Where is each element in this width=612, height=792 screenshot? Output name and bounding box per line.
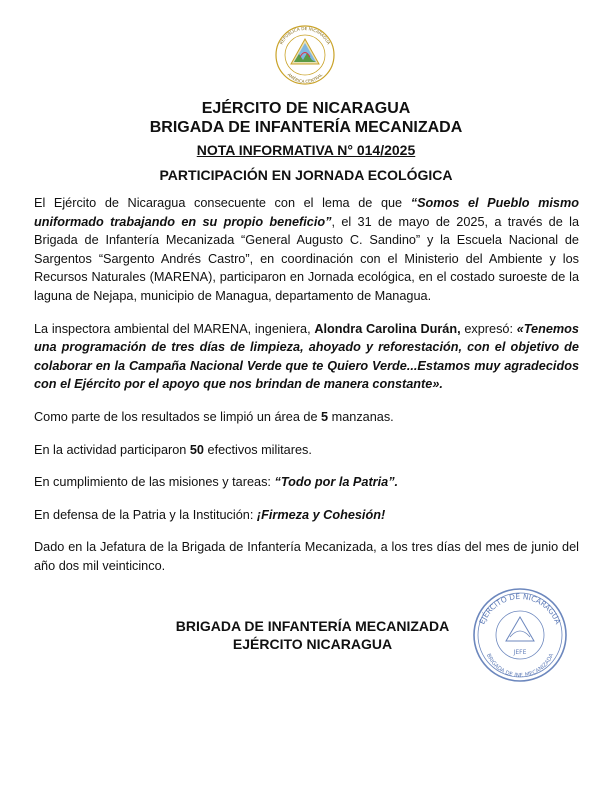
paragraph-3: Como parte de los resultados se limpió un área de 5 manzanas.	[34, 409, 394, 424]
svg-text:REPÚBLICA DE NICARAGUA: REPÚBLICA DE NICARAGUA	[278, 25, 332, 46]
svg-text:BRIGADA DE INF. MECANIZADA: BRIGADA DE INF. MECANIZADA	[484, 652, 556, 680]
svg-text:EJÉRCITO DE NICARAGUA: EJÉRCITO DE NICARAGUA	[477, 591, 563, 626]
note-number: NOTA INFORMATIVA N° 014/2025	[196, 142, 416, 158]
paragraph-4: En la actividad participaron 50 efectivos militares.	[34, 442, 312, 457]
paragraph-2: La inspectora ambiental del MARENA, ingeniera, Alondra Carolina Durán, expresó: «Tenemos una programación de tres días de limpieza, ahoyado y reforestación, con el objetivo de colaborar en la Campaña Nacional Verde que te Quiero Verde...Estamos muy agradecidos con el Ejército por el apoyo que nos brindan de manera constante».	[34, 321, 579, 392]
paragraph-1: El Ejército de Nicaragua consecuente con el lema de que “Somos el Pueblo mismo uniformado trabajando en su propio beneficio”, el 31 de mayo de 2025, a través de la Brigada de Infantería Mecanizada “General Augusto C. Sandino” y la Escuela Nacional de Sargentos “Sargento Andrés Castro”, en coordinación con el Ministerio del Ambiente y los Recursos Naturales (MARENA), participaron en Jornada ecológica, en el costado suroeste de la laguna de Nejapa, municipio de Managua, departamento de Managua.	[34, 196, 580, 303]
note-body	[34, 194, 579, 590]
paragraph-5: En cumplimiento de las misiones y tareas: “Todo por la Patria”.	[34, 475, 399, 490]
signature-org: EJÉRCITO NICARAGUA	[232, 636, 393, 652]
paragraph-7: Dado en la Jefatura de la Brigada de Infantería Mecanizada, a los tres días del mes de junio del año dos mil veinticinco.	[34, 540, 579, 573]
note-subject: PARTICIPACIÓN EN JORNADA ECOLÓGICA	[159, 167, 453, 183]
unit-title: BRIGADA DE INFANTERÍA MECANIZADA	[149, 119, 463, 136]
signature-unit: BRIGADA DE INFANTERÍA MECANIZADA	[175, 618, 450, 634]
official-stamp	[470, 585, 570, 683]
organization-title: EJÉRCITO DE NICARAGUA	[201, 100, 411, 117]
paragraph-6: En defensa de la Patria y la Institución: ¡Firmeza y Cohesión!	[34, 507, 386, 522]
coat-of-arms-emblem	[272, 24, 338, 86]
svg-text:AMÉRICA CENTRAL: AMÉRICA CENTRAL	[286, 72, 324, 85]
svg-text:JEFE: JEFE	[513, 649, 527, 656]
